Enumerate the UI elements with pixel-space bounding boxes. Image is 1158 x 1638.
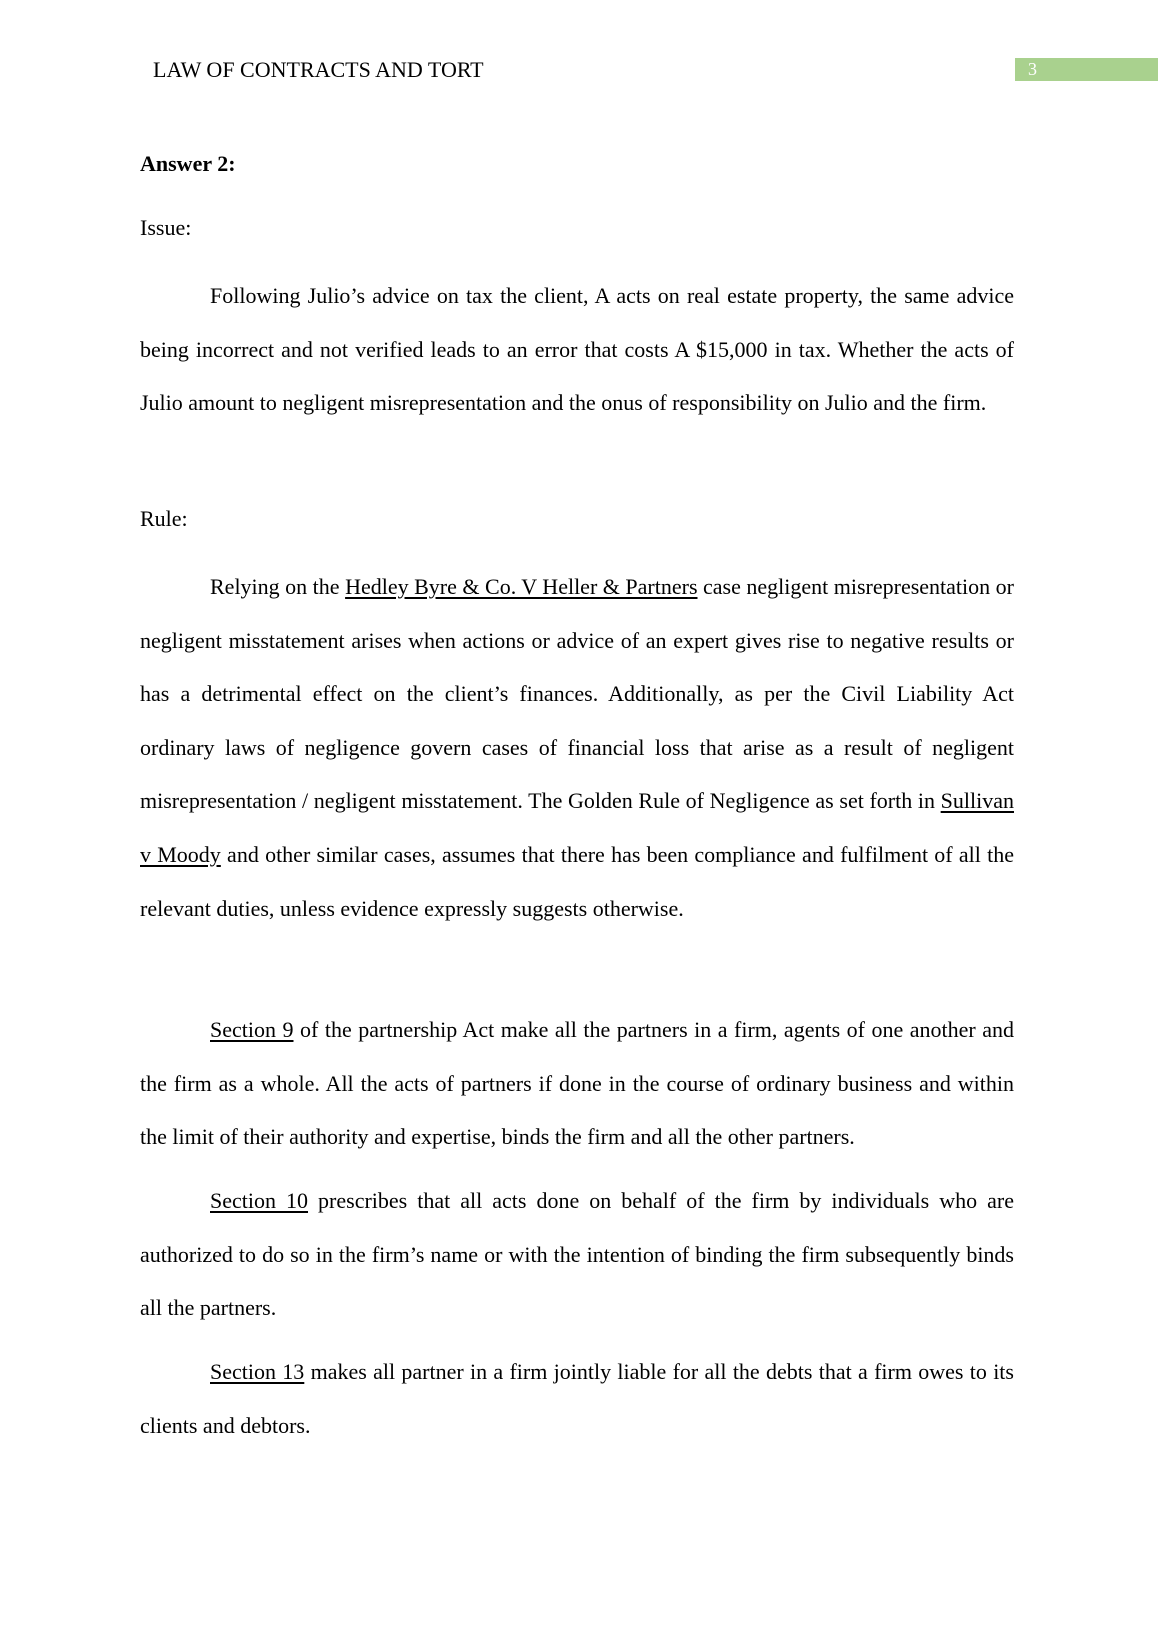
section-9-text: of the partnership Act make all the partners in a firm, agents of one another and the firm as a whole. All the acts of partners if done in the course of ordinary business and within the limit of their authority and expertise, binds the firm and all the other partners. bbox=[140, 1017, 1014, 1150]
rule-paragraph-section-9 bbox=[140, 1003, 1014, 1164]
section-10-reference: Section 10 bbox=[210, 1188, 309, 1213]
section-9-reference: Section 9 bbox=[210, 1017, 294, 1042]
page-number: 3 bbox=[1015, 58, 1158, 81]
running-header-title: LAW OF CONTRACTS AND TORT bbox=[153, 57, 484, 82]
rule-paragraph-section-10 bbox=[140, 1174, 1014, 1335]
section-13-reference: Section 13 bbox=[210, 1359, 305, 1384]
rule-label: Rule: bbox=[140, 506, 188, 531]
rule-section bbox=[140, 560, 1014, 935]
answer-heading: Answer 2: bbox=[140, 151, 236, 176]
rule-paragraph-section-13 bbox=[140, 1345, 1014, 1452]
rule-paragraph-hedley bbox=[140, 560, 1014, 935]
issue-label: Issue: bbox=[140, 215, 192, 240]
rule-p1-middle: case negligent misrepresentation or negligent misstatement arises when actions or advice of an expert gives rise to negative results or has a detrimental effect on the client’s finances. Additionally, as per the Civil Liability Act ordinary laws of negligence govern cases of financial loss that arise as a result of negligent misrepresentation / negligent misstatement. The Golden Rule of Negligence as set forth in bbox=[140, 574, 1014, 814]
section-13-text: makes all partner in a firm jointly liable for all the debts that a firm owes to its clients and debtors. bbox=[140, 1359, 1014, 1438]
section-10-block bbox=[140, 1174, 1014, 1335]
case-citation-sullivan-v-moody: Sullivan v Moody bbox=[140, 788, 1014, 867]
rule-p1-before: Relying on the bbox=[210, 574, 346, 599]
rule-p1-after: and other similar cases, assumes that there has been compliance and fulfilment of all the relevant duties, unless evidence expressly suggests otherwise. bbox=[140, 841, 1014, 921]
issue-paragraph: Following Julio’s advice on tax the client, A acts on real estate property, the same advice being incorrect and not verified leads to an error that costs A $15,000 in tax. Whether the acts of Julio amount to negligent misrepresentation and the onus of responsibility on Julio and the firm. bbox=[140, 283, 1014, 416]
section-9-block bbox=[140, 1003, 1014, 1164]
section-10-text: prescribes that all acts done on behalf of the firm by individuals who are authorized to do so in the firm’s name or with the intention of binding the firm subsequently binds all the partners. bbox=[140, 1188, 1014, 1321]
section-13-block bbox=[140, 1345, 1014, 1452]
issue-section bbox=[140, 269, 1014, 430]
case-citation-hedley-byre: Hedley Byre & Co. V Heller & Partners bbox=[345, 574, 698, 599]
